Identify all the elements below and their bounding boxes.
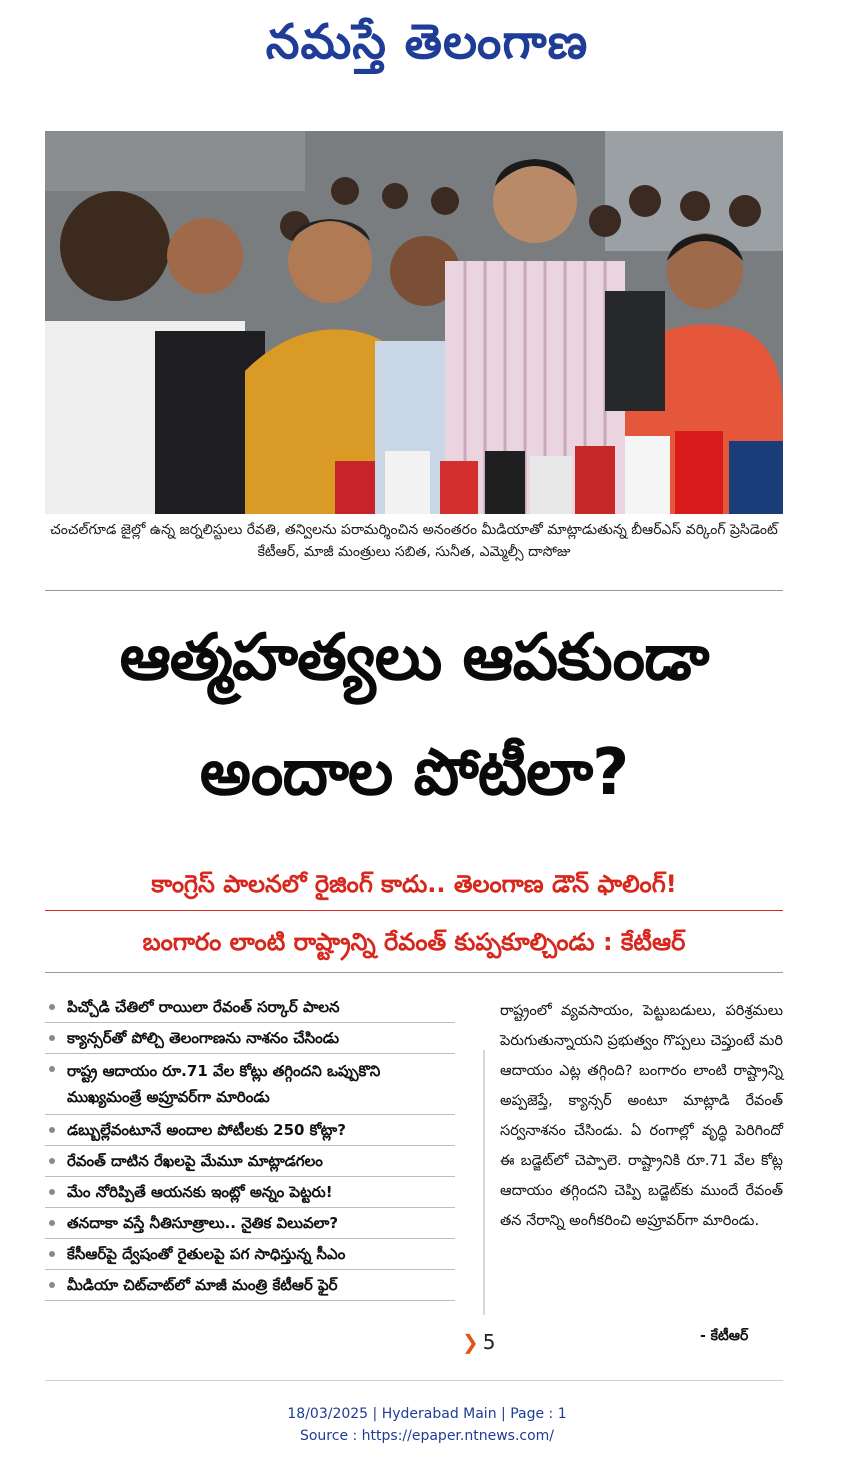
press-photo (45, 131, 783, 514)
list-item: క్యాన్సర్‌తో పోల్చి తెలంగాణను నాశనం చేసిండు (45, 1023, 455, 1054)
subheadline-1: కాంగ్రెస్ పాలనలో రైజింగ్ కాదు.. తెలంగాణ డౌన్ ఫాలింగ్! (151, 870, 677, 898)
footer-date-edition: 18/03/2025 | Hyderabad Main | Page : 1 (287, 1406, 567, 1422)
subhead-divider (45, 910, 783, 911)
list-item: డబ్బుల్లేవంటూనే అందాల పోటీలకు 250 కోట్లా? (45, 1115, 455, 1146)
list-item: పిచ్చోడి చేతిలో రాయిలా రేవంత్ సర్కార్ పాలన (45, 992, 455, 1023)
column-divider (483, 1050, 485, 1315)
list-item: తనదాకా వస్తే నీతిసూత్రాలు.. నైతిక విలువలా? (45, 1208, 455, 1239)
list-item: మీడియా చిట్‌చాట్‌లో మాజీ మంత్రి కేటీఆర్ ఫైర్ (45, 1270, 455, 1301)
subheadline-2: బంగారం లాంటి రాష్ట్రాన్ని రేవంత్ కుప్పకూల్చిండు : కేటీఆర్ (142, 928, 686, 956)
list-item: రాష్ట్ర ఆదాయం రూ.71 వేల కోట్లు తగ్గిందని ఒప్పుకొని ముఖ్యమంత్రే అప్రూవర్‌గా మారిండు (45, 1054, 455, 1115)
article-signature: - కేటీఆర్ (700, 1328, 749, 1344)
article-body: రాష్ట్రంలో వ్యవసాయం, పెట్టుబడులు, పరిశ్రమలు పెరుగుతున్నాయని ప్రభుత్వం గొప్పలు చెప్తుంటే మరి ఆదాయం ఎట్ల తగ్గింది? బంగారం లాంటి రాష్ట్రాన్ని అప్పజెప్తే, క్యాన్సర్ అంటూ మాట్లాడి రేవంత్ సర్వనాశనం చేసిండు. ఏ రంగాల్లో వృద్ధి పెరిగిందో ఈ బడ్జెట్‌లో చెప్పాలె. రాష్ట్రానికి రూ.71 వేల కోట్ల ఆదాయం తగ్గిందని చెప్పి బడ్జెట్‌కు ముందే రేవంత్ తన నేరాన్ని అంగీకరించి అప్రూవర్‌గా మారిండు. (500, 1003, 783, 1229)
page-number: 5 (482, 1330, 496, 1354)
footer-source-link[interactable]: Source : https://epaper.ntnews.com/ (299, 1428, 555, 1444)
photo-caption: చంచల్‌గూడ జైల్లో ఉన్న జర్నలిస్టులు రేవతి, తన్విలను పరామర్శించిన అనంతరం మీడియాతో మాట్లాడుతున్న బీఆర్‌ఎస్ వర్కింగ్ ప్రెసిడెంట్ కేటీఆర్, మాజీ మంత్రులు సబిత, సునీత, ఎమ్మెల్సీ దాసోజు (50, 522, 778, 560)
footer-divider (45, 1380, 783, 1381)
headline-line-1: ఆత్మహత్యలు ఆపకుండా (119, 621, 709, 695)
list-item: కేసీఆర్‌పై ద్వేషంతో రైతులపై పగ సాధిస్తున్న సీఎం (45, 1239, 455, 1270)
headline-line-2: అందాల పోటీలా? (199, 736, 629, 810)
list-item: రేవంత్ దాటిన రేఖలపై మేమూ మాట్లాడగలం (45, 1146, 455, 1177)
divider (45, 590, 783, 591)
continued-page-ref[interactable] (462, 1330, 496, 1354)
list-item: మేం నోరిప్పితే ఆయనకు ఇంట్లో అన్నం పెట్టరు! (45, 1177, 455, 1208)
highlights-list (45, 992, 455, 1301)
masthead-logo: నమస్తే తెలంగాణ (265, 14, 589, 70)
chevron-right-icon: ❯ (462, 1330, 479, 1354)
divider (45, 972, 783, 973)
